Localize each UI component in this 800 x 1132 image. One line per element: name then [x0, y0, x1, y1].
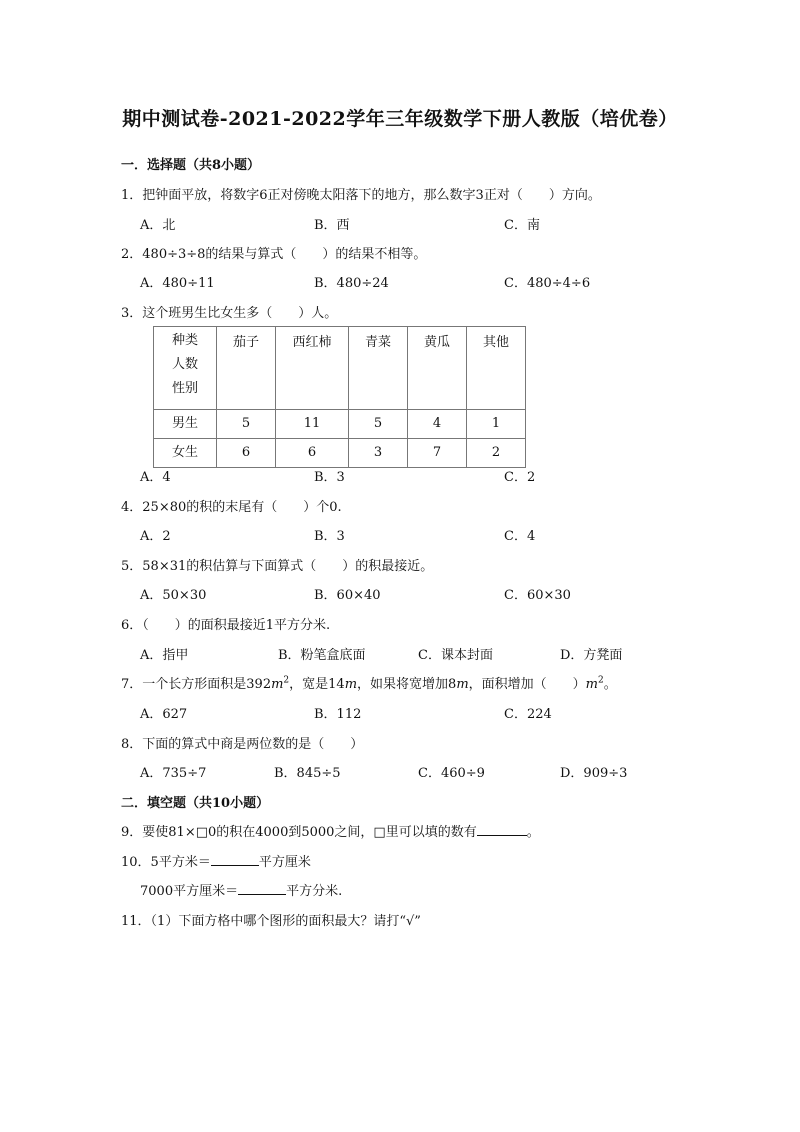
- q7-text-part: 。: [603, 677, 617, 692]
- option-d[interactable]: D．909÷3: [560, 766, 628, 781]
- q10-text-end: 平方分米.: [286, 884, 343, 899]
- option-b[interactable]: B．3: [314, 529, 345, 544]
- corner-label-count: 人数: [171, 357, 198, 372]
- option-c[interactable]: C．课本封面: [418, 648, 493, 663]
- unit-m: m: [344, 677, 358, 692]
- question-5: 5．58×31的积估算与下面算式（ ）的积最接近。: [121, 559, 434, 574]
- table-cell: 6: [217, 439, 276, 468]
- page-title: 期中测试卷-2021-2022学年三年级数学下册人教版（培优卷）: [122, 108, 678, 130]
- answer-blank[interactable]: [211, 853, 259, 866]
- vegetable-preference-table: [153, 326, 526, 468]
- corner-label-category: 种类: [171, 333, 198, 348]
- option-c[interactable]: C．480÷4÷6: [504, 276, 591, 291]
- question-1-options: [140, 214, 700, 232]
- table-cell: 4: [408, 410, 467, 439]
- option-b[interactable]: B．西: [314, 218, 350, 233]
- section-fill-heading: 二．填空题（共10小题）: [121, 796, 270, 811]
- table-corner-cell: [154, 327, 217, 410]
- table-cell: 5: [217, 410, 276, 439]
- option-b[interactable]: B．60×40: [314, 588, 381, 603]
- option-b[interactable]: B．3: [314, 470, 345, 485]
- option-a[interactable]: A．50×30: [140, 588, 207, 603]
- question-2-options: [140, 272, 700, 290]
- unit-m: m: [456, 677, 469, 692]
- table-cell: 5: [349, 410, 408, 439]
- option-b[interactable]: B．112: [314, 707, 362, 722]
- q10-text: 10．5平方米＝: [121, 855, 211, 870]
- table-cell: 2: [467, 439, 526, 468]
- answer-blank[interactable]: [238, 882, 286, 895]
- question-2: 2．480÷3÷8的结果与算式（ ）的结果不相等。: [121, 247, 427, 262]
- q7-text-part: ，宽是14: [289, 677, 345, 692]
- option-a[interactable]: A．627: [140, 707, 188, 722]
- option-a[interactable]: A．北: [140, 218, 176, 233]
- option-b[interactable]: B．480÷24: [314, 276, 389, 291]
- table-cell: 7: [408, 439, 467, 468]
- column-header: 茄子: [217, 327, 276, 410]
- option-b[interactable]: B．845÷5: [274, 766, 341, 781]
- column-header: 其他: [467, 327, 526, 410]
- question-1: 1．把钟面平放，将数字6正对傍晚太阳落下的地方，那么数字3正对（ ）方向。: [121, 188, 601, 203]
- question-8: 8．下面的算式中商是两位数的是（ ）: [121, 737, 364, 752]
- option-c[interactable]: C．2: [504, 470, 536, 485]
- q10-text-end: 平方厘米: [258, 855, 311, 870]
- q7-text-part: ，面积增加（ ）: [468, 677, 586, 692]
- table-row: [154, 410, 526, 439]
- option-c[interactable]: C．南: [504, 218, 540, 233]
- option-c[interactable]: C．4: [504, 529, 536, 544]
- section-choice-heading: 一．选择题（共8小题）: [121, 158, 261, 173]
- question-7-options: [140, 703, 700, 721]
- question-7: [121, 673, 617, 692]
- answer-blank[interactable]: [477, 823, 527, 836]
- option-a[interactable]: A．735÷7: [140, 766, 207, 781]
- option-a[interactable]: A．480÷11: [140, 276, 215, 291]
- question-10-line-1: [121, 851, 311, 870]
- option-a[interactable]: A．指甲: [140, 648, 189, 663]
- column-header: 黄瓜: [408, 327, 467, 410]
- table-cell: 1: [467, 410, 526, 439]
- option-b[interactable]: B．粉笔盒底面: [278, 648, 366, 663]
- question-4-options: [140, 525, 700, 543]
- question-10-line-2: [140, 880, 342, 899]
- table-cell: 6: [276, 439, 349, 468]
- question-5-options: [140, 584, 700, 602]
- row-label: 男生: [154, 410, 217, 439]
- question-3: 3．这个班男生比女生多（ ）人。: [121, 306, 338, 321]
- option-d[interactable]: D．方凳面: [560, 648, 623, 663]
- option-c[interactable]: C．224: [504, 707, 552, 722]
- question-6: 6．（ ）的面积最接近1平方分米.: [121, 618, 331, 633]
- question-9: [121, 821, 540, 840]
- question-8-options: [140, 762, 700, 780]
- corner-label-gender: 性别: [171, 381, 198, 396]
- superscript-2: 2: [597, 675, 604, 686]
- question-6-options: [140, 644, 700, 662]
- row-label: 女生: [154, 439, 217, 468]
- option-a[interactable]: A．2: [140, 529, 171, 544]
- option-c[interactable]: C．60×30: [504, 588, 571, 603]
- q7-text-part: ，如果将宽增加8: [357, 677, 457, 692]
- option-c[interactable]: C．460÷9: [418, 766, 485, 781]
- table-cell: 3: [349, 439, 408, 468]
- q9-text-end: 。: [526, 825, 540, 840]
- option-a[interactable]: A．4: [140, 470, 171, 485]
- question-3-options: [140, 466, 700, 484]
- question-4: 4．25×80的积的末尾有（ ）个0.: [121, 500, 342, 515]
- q7-text-part: 7．一个长方形面积是392: [121, 677, 272, 692]
- table-row: [154, 439, 526, 468]
- table-cell: 11: [276, 410, 349, 439]
- unit-m: m: [271, 677, 284, 692]
- unit-m: m: [585, 677, 598, 692]
- q10-text: 7000平方厘米＝: [140, 884, 239, 899]
- table-header-row: [154, 327, 526, 410]
- superscript-2: 2: [283, 675, 290, 686]
- question-11: 11．（1）下面方格中哪个图形的面积最大？请打“√”: [121, 914, 421, 929]
- column-header: 青菜: [349, 327, 408, 410]
- column-header: 西红柿: [276, 327, 349, 410]
- q9-text: 9．要使81×□0的积在4000到5000之间，□里可以填的数有: [121, 825, 477, 840]
